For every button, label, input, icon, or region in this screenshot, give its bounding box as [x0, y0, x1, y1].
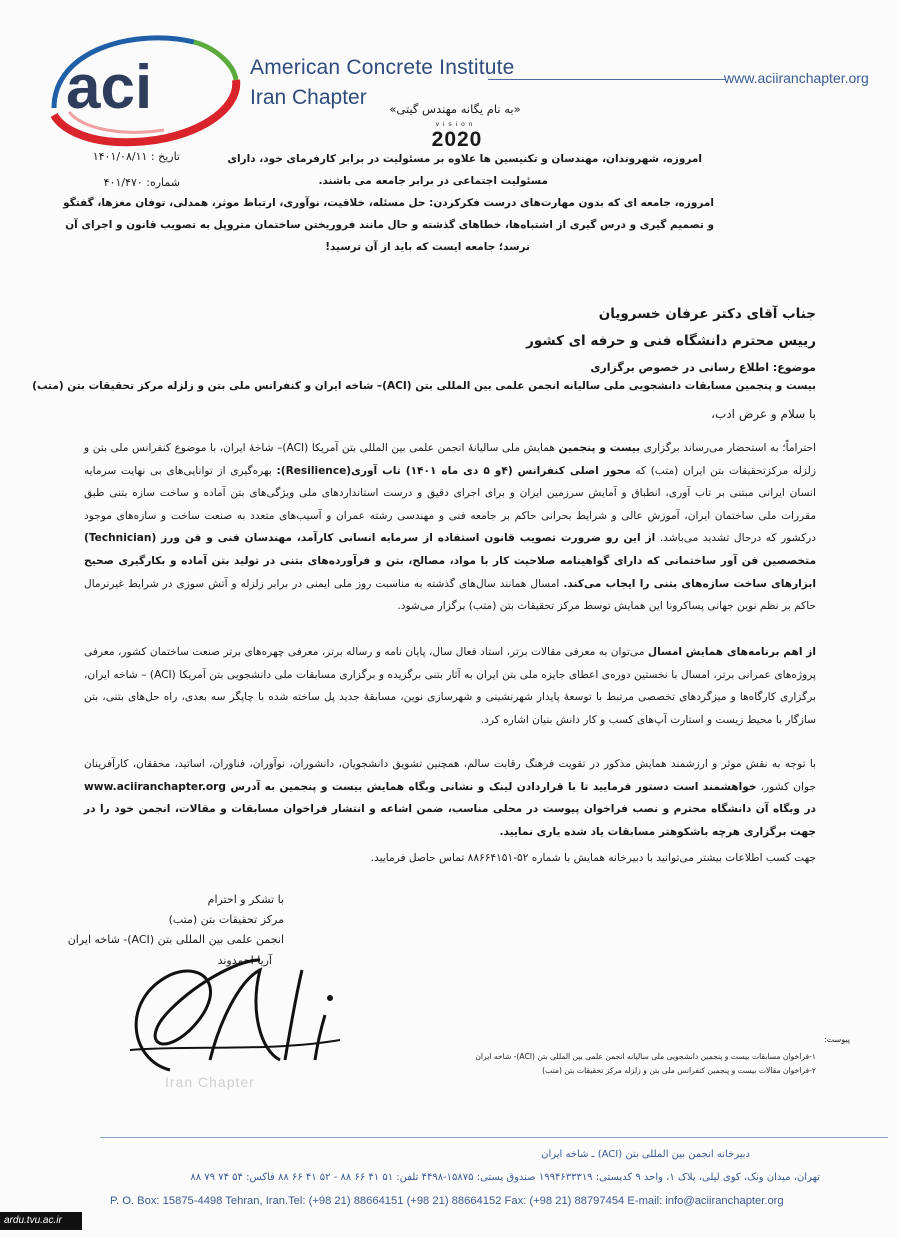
attachments-label: پیوست:	[823, 1035, 850, 1044]
signature-org-2: انجمن علمی بین المللی بتن (ACI)- شاخه ایران	[67, 933, 284, 946]
paragraph-2: از اهم برنامه‌های همایش امسال می‌توان به معرفی مقالات برتر، استاد فعال سال، پایان نامه و رساله برتر، معرفی چهره‌های برتر صنعت ساختمان کشور، معرفی پروژه‌های عمرانی برتر، امسال با نخستین دوره‌ی اعطای جایزه ملی بتن ایران به آثار بتنی برگزیده و برگزاری مسابقات ملی دانشجویی بتن آمریکا (ACI) – شاخه ایران، برگزاری کارگاه‌ها و میزگردهای تخصصی مرتبط با توسعۀ پایدار شهرنشینی و شهرسازی نوین، مسابقۀ جدید پل ساخته شده با چاپگر سه بعدی، راه حل‌های بتنی، بتن سازگار با محیط زیست و استارت آپ‌های کسب و کار دانش بنیان اشاره کرد.	[84, 646, 816, 726]
recipient-name: جناب آقای دکتر عرفان خسرویان	[598, 306, 816, 322]
handwritten-signature	[110, 940, 350, 1080]
vision-label: vision	[435, 121, 477, 128]
vision-year: 2020	[431, 128, 483, 151]
chapter-name-en: Iran Chapter	[250, 86, 367, 109]
vision-line: امروزه، جامعه ای که بدون مهارت‌های درست فکرکردن: حل مسئله، خلاقیت، نوآوری، ارتباط موثر، همدلی، توفان مغزها، گفتگو	[63, 197, 714, 209]
vision-line: مسئولیت اجتماعی در برابر جامعه می باشند.	[318, 175, 548, 187]
aci-logo	[44, 20, 244, 150]
paragraph-1: احتراماً؛ به استحضار می‌رساند برگزاری بیست و پنجمین همایش ملی سالیانۀ انجمن علمی بین المللی بتن آمریکا (ACI)– شاخۀ ایران، با موضوع کنفرانس ملی بتن و زلزله مرکزتحقیقات بتن ایران (متب) که محور اصلی کنفرانس (۴و ۵ دی ماه ۱۴۰۱) تاب آوری(Resilience): بهره‌گیری از توانایی‌های بی نهایت سرمایه انسان ایرانی مبتنی بر تاب آوری، انطباق و آمایش سرزمین ایران و برای اجرای دقیق و درست استانداردهای ملی ویژگی‌های بتن آماده و ساخت سازه بتنی طبق مقررات ملی ساختمان ایران، آموزش عالی و شرایط بحرانی حاکم بر جامعه فنی و مهندسی رشته عمران و آسیب‌های متعدد به صنعت ساخت و سازه‌های موجود درکشور که درحال تشدید می‌باشد. از این رو ضرورت تصویب قانون استفاده از سرمایه انسانی کارآمد، مهندسان فنی و فن ورز (Technician) متخصصین فن آور ساختمانی که دارای گواهینامه صلاحیت کار با مواد، مصالح، بتن و فرآورده‌های بتنی در تولید بتن آماده و بکارگیری صحیح ابزارهای ساخت سازه‌های بتنی را ایجاب می‌کند. امسال همانند سال‌های گذشته به مناسبت روز ملی ایمنی در برابر زلزله و آتش سوزی در شرایط غیرنرمال حاکم بر نظم نوین جهانی پساکرونا این همایش توسط مرکز تحقیقات بتن (متب) برگزار می‌شود.	[84, 442, 817, 613]
letter-date: تاریخ : ۱۴۰۱/۰۸/۱۱	[92, 150, 180, 163]
header-divider	[488, 79, 726, 80]
signature-org-1: مرکز تحقیقات بتن (متب)	[168, 913, 284, 926]
footer-address-fa: تهران، میدان ونک، کوی لیلی، پلاک ۱، واحد ۹ کدپستی: ۱۹۹۴۶۳۳۳۱۹ صندوق پستی: ۱۵۸۷۵-۴۴۹۸ تلفن: ۵۱ ۴۱ ۶۶ ۸۸ - ۵۲ ۴۱ ۶۶ ۸۸ فاکس: ۵۴ ۷۴ ۷۹ ۸۸	[190, 1172, 820, 1183]
stamp-ghost-text: Iran Chapter	[165, 1074, 255, 1090]
greeting: با سلام و عرض ادب،	[711, 407, 816, 421]
org-name-en: American Concrete Institute	[250, 56, 515, 79]
source-badge: ardu.tvu.ac.ir	[0, 1212, 82, 1230]
footer-divider	[100, 1137, 888, 1138]
motto: «به نام یگانه مهندس گیتی»	[389, 102, 521, 116]
vision-line: امروزه، شهروندان، مهندسان و تکنیسین ها علاوه بر مسئولیت در برابر کارفرمای خود، دارای	[227, 153, 702, 165]
recipient-title: رییس محترم دانشگاه فنی و حرفه ای کشور	[526, 333, 816, 349]
paragraph-4: جهت کسب اطلاعات بیشتر می‌توانید با دبیرخانه همایش با شماره ۵۲-۸۸۶۶۴۱۵۱ تماس حاصل فرمایید.	[370, 852, 816, 864]
attachment-item: ۱-فراخوان مسابقات بیست و پنجمین دانشجویی ملی سالیانه انجمن علمی بین المللی بتن (ACI)- شاخه ایران	[475, 1052, 816, 1061]
footer-address-en: P. O. Box: 15875-4498 Tehran, Iran.Tel: (+98 21) 88664151 (+98 21) 88664152 Fax: (+98 21) 88797454 E-mail: info@aciiranchapter.org	[110, 1195, 784, 1207]
closing: با تشکر و احترام	[207, 893, 284, 906]
signatory-name: آریا احمدوند	[217, 954, 272, 967]
logo-text: aci	[66, 53, 153, 122]
subject: موضوع: اطلاع رسانی در خصوص برگزاری	[590, 361, 816, 374]
subject-detail: بیست و پنجمین مسابقات دانشجویی ملی سالیانه انجمن علمی بین المللی بتن (ACI)– شاخه ایران و کنفرانس ملی بتن و زلزله مرکز تحقیقات بتن (متب)	[32, 380, 816, 392]
vision-line: و تصمیم گیری و درس گیری از اشتباه‌ها، خطاهای گذشته و حال مانند فروریختن ساختمان متروپل به تصویب قانون و اجرای آن	[65, 219, 714, 231]
attachment-item: ۲-فراخوان مقالات بیست و پنجمین کنفرانس ملی بتن و زلزله مرکز تحقیقات بتن (متب)	[542, 1066, 816, 1075]
paragraph-3: با توجه به نقش موثر و ارزشمند همایش مذکور در تقویت فرهنگ رقابت سالم، همچنین تشویق دانشجویان، دانشوران، نوآوران، فناوران، اساتید، محققان، کارآفرینان جوان کشور، خواهشمند است دستور فرمایید تا با قراردادن لینک و نشانی وبگاه همایش بیست و پنجمین به آدرس www.aciiranchapter.org در وبگاه آن دانشگاه محترم و نصب فراخوان پیوست در محلی مناسب، ضمن اشاعه و انتشار فراخوان مسابقات و مقالات، انجمن خود را در جهت برگزاری هرچه باشکوهتر مسابقات یاد شده یاری نمایید.	[84, 758, 817, 838]
letter-number: شماره: ۴۰۱/۴۷۰	[103, 176, 180, 189]
vision-line: نرسد؛ جامعه ایست که باید از آن ترسید!	[325, 241, 530, 253]
header-website: www.aciiranchapter.org	[724, 70, 869, 86]
footer-title-fa: دبیرخانه انجمن بین المللی بتن (ACI) ـ شاخه ایران	[541, 1149, 750, 1160]
